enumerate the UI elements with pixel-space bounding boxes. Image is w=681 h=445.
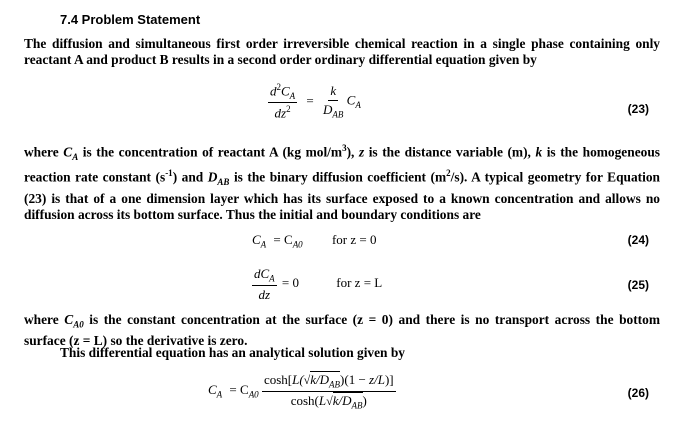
- eq24-condition: for z = 0: [331, 232, 377, 247]
- text: is the distance variable (m),: [364, 144, 536, 160]
- eq25-dc-sub: A: [269, 273, 275, 284]
- sym-c: C: [63, 144, 73, 160]
- eq26-cosh-den: cosh(: [290, 392, 319, 408]
- section-heading: 7.4 Problem Statement: [60, 12, 201, 27]
- equation-24-number: (24): [627, 233, 649, 247]
- sup: -1: [165, 168, 173, 179]
- sup: 2: [446, 168, 451, 179]
- eq26-c: C: [208, 382, 217, 398]
- sym-c0-sub: A0: [73, 319, 84, 330]
- eq25-dz: dz: [258, 286, 271, 302]
- equation-23-number: (23): [627, 102, 649, 116]
- eq25-dc: dC: [254, 266, 270, 281]
- text: is the constant concentration at the surface (z = 0) and there is no transport across the bottom surface (z = L) so the derivative is zero.: [24, 312, 660, 348]
- text: is the homogeneous reaction rate constant (s: [24, 144, 660, 185]
- eq26-rhs-sub: A0: [248, 389, 259, 400]
- eq26-paren: )(1 −: [340, 372, 370, 387]
- eq26-close-den: ): [362, 392, 367, 408]
- eq24-rhs-sub: A0: [292, 239, 303, 250]
- eq23-D: D: [323, 102, 333, 118]
- sym-z: z: [358, 144, 365, 160]
- eq26-L-den: L: [318, 392, 327, 408]
- eq23-D-sub: AB: [332, 109, 344, 120]
- sym-c-sub: A: [72, 152, 79, 163]
- eq26-close: )]: [384, 372, 394, 387]
- eq26-L: L(: [292, 372, 304, 387]
- eq25-fraction: [252, 266, 277, 303]
- sym-d: D: [207, 169, 218, 185]
- eq26-kd-den-sub: AB: [351, 400, 363, 411]
- eq26-equals: = C: [229, 382, 249, 398]
- eq23-sup: 2: [276, 82, 281, 92]
- equation-25-number: (25): [627, 278, 649, 292]
- eq26-kd-den: k/D: [332, 392, 352, 408]
- sqrt-icon: √: [326, 393, 333, 408]
- text: ) and: [172, 169, 208, 185]
- eq24-c: C: [252, 232, 261, 247]
- sym-c: C: [64, 312, 74, 327]
- eq23-rhs-fraction: [323, 83, 343, 120]
- equation-24: [252, 232, 376, 250]
- text: is the concentration of reactant A (kg mol/m: [78, 144, 343, 160]
- eq23-d: d: [270, 83, 277, 99]
- text: where: [24, 312, 65, 327]
- eq26-kd: k/D: [310, 372, 330, 387]
- intro-paragraph: The diffusion and simultaneous first order irreversible chemical reaction in a single phase containing only reactant A and product B results in a second order ordinary differential equation given by: [24, 36, 660, 68]
- equation-23: [268, 82, 361, 121]
- eq26-kd-sub: AB: [329, 379, 341, 390]
- eq23-sup2: 2: [286, 103, 291, 114]
- sqrt-icon: √: [303, 373, 311, 387]
- eq26-c-sub: A: [216, 389, 223, 400]
- equation-26-number: (26): [627, 386, 649, 400]
- eq24-c-sub: A: [260, 239, 267, 250]
- text: /s). A typical geometry for Equation (23) is that of a one dimension layer which has its surface exposed to a known concentration and allows no diffusion across its bottom surface. Thus the initial and boundary conditions are: [24, 169, 660, 222]
- eq25-condition: for z = L: [336, 275, 383, 291]
- text: ),: [346, 144, 359, 160]
- equation-25: [252, 266, 382, 303]
- solution-paragraph: This differential equation has an analytical solution given by: [60, 345, 405, 360]
- eq23-k: k: [328, 83, 338, 101]
- eq24-equals: = C: [273, 232, 293, 247]
- eq26-fraction: [262, 372, 396, 410]
- eq25-equals: = 0: [281, 275, 300, 291]
- eq26-zl: z/L: [369, 372, 385, 387]
- eq23-rhs-c-sub: A: [355, 100, 361, 111]
- definitions-paragraph: [24, 140, 660, 223]
- eq23-dz: dz: [274, 105, 287, 121]
- text: is the binary diffusion coefficient (m: [229, 169, 447, 185]
- eq23-equals: =: [306, 92, 314, 108]
- sup: 3: [342, 143, 347, 153]
- eq26-cosh: cosh[: [263, 372, 293, 387]
- equation-26: [208, 372, 396, 410]
- text: where: [24, 144, 64, 160]
- eq23-lhs-fraction: [268, 82, 297, 121]
- sym-d-sub: AB: [217, 177, 230, 188]
- eq23-c: C: [281, 83, 290, 99]
- eq23-rhs-c: C: [346, 92, 356, 108]
- sym-k: k: [535, 144, 543, 160]
- boundary-paragraph: [24, 312, 660, 349]
- eq23-c-sub: A: [289, 90, 296, 101]
